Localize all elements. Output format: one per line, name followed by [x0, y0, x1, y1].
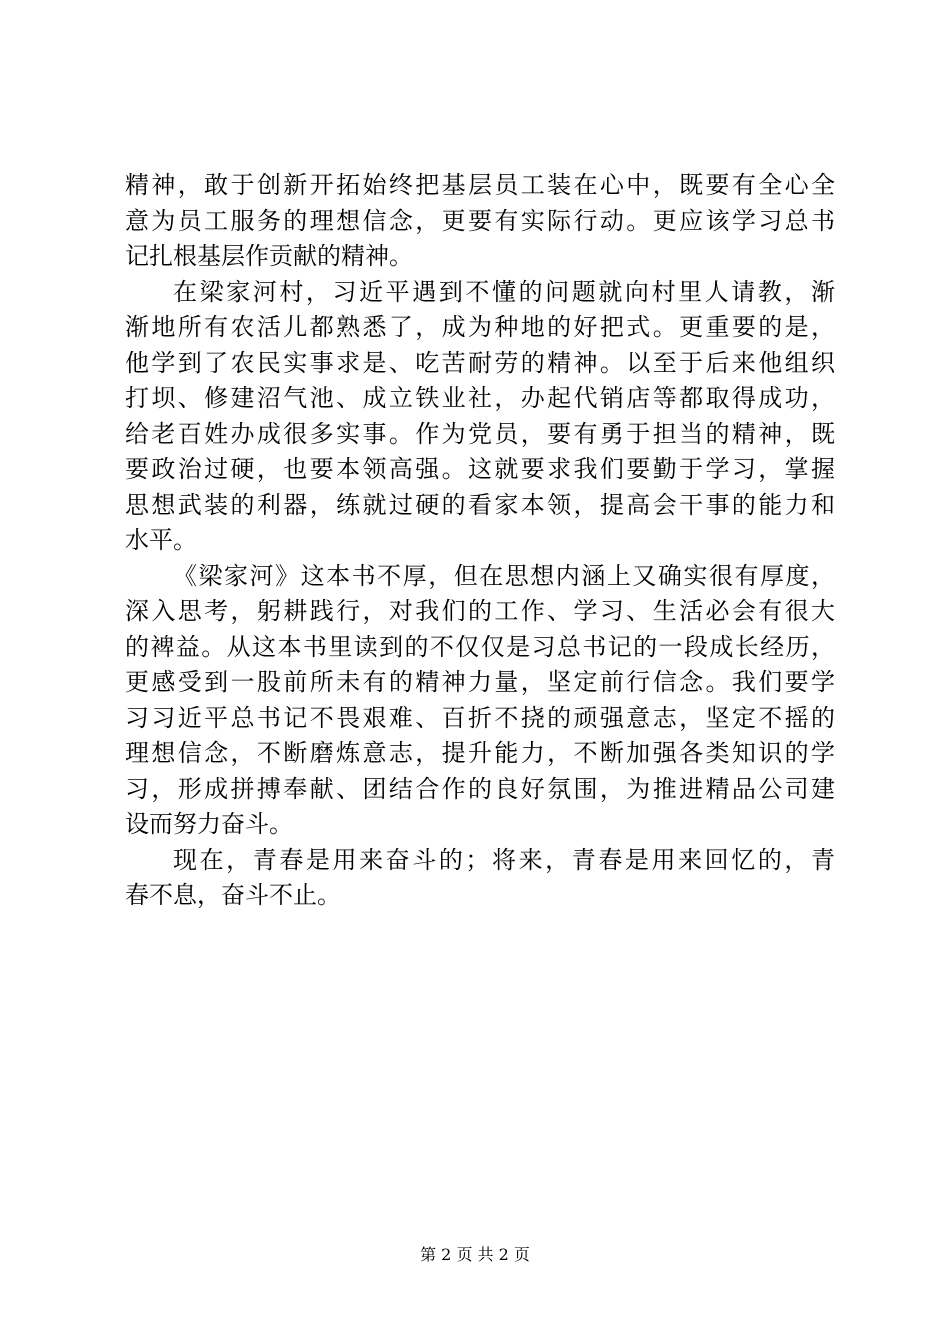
text-line: 精神，敢于创新开拓始终把基层员工装在心中，既要有全心全 [125, 171, 835, 199]
text-line: 打坝、修建沼气池、成立铁业社，办起代销店等都取得成功， [125, 384, 835, 412]
text-line: 现在，青春是用来奋斗的；将来，青春是用来回忆的，青 [173, 845, 835, 874]
text-line: 习，形成拼搏奉献、团结合作的良好氛围，为推进精品公司建 [125, 774, 835, 803]
text-line: 记扎根基层作贡献的精神。 [125, 242, 413, 270]
text-line: 更感受到一股前所未有的精神力量，坚定前行信念。我们要学 [125, 668, 835, 696]
text-line: 他学到了农民实事求是、吃苦耐劳的精神。以至于后来他组织 [125, 348, 835, 377]
text-line: 渐地所有农活儿都熟悉了，成为种地的好把式。更重要的是， [125, 313, 835, 341]
document-body [125, 168, 835, 914]
paragraph [125, 168, 835, 275]
text-line: 水平。 [125, 526, 197, 554]
text-line: 意为员工服务的理想信念，更要有实际行动。更应该学习总书 [125, 206, 835, 235]
text-line: 理想信念，不断磨炼意志，提升能力，不断加强各类知识的学 [125, 739, 835, 767]
text-line: 深入思考，躬耕践行，对我们的工作、学习、生活必会有很大 [125, 597, 835, 625]
text-line: 设而努力奋斗。 [125, 810, 293, 838]
paragraph [125, 559, 835, 843]
paragraph [125, 843, 835, 914]
text-line: 《梁家河》这本书不厚，但在思想内涵上又确实很有厚度， [173, 561, 835, 590]
page-number-footer: 第 2 页 共 2 页 [420, 1245, 530, 1264]
text-line: 要政治过硬，也要本领高强。这就要求我们要勤于学习，掌握 [125, 455, 835, 483]
text-line: 思想武装的利器，练就过硬的看家本领，提高会干事的能力和 [125, 490, 835, 519]
text-line: 习习近平总书记不畏艰难、百折不挠的顽强意志，坚定不摇的 [125, 703, 835, 732]
text-line: 给老百姓办成很多实事。作为党员，要有勇于担当的精神，既 [125, 419, 835, 448]
text-line: 在梁家河村，习近平遇到不懂的问题就向村里人请教，渐 [173, 277, 835, 306]
text-line: 的裨益。从这本书里读到的不仅仅是习总书记的一段成长经历， [125, 632, 835, 661]
text-line: 春不息，奋斗不止。 [125, 881, 341, 909]
paragraph [125, 275, 835, 559]
